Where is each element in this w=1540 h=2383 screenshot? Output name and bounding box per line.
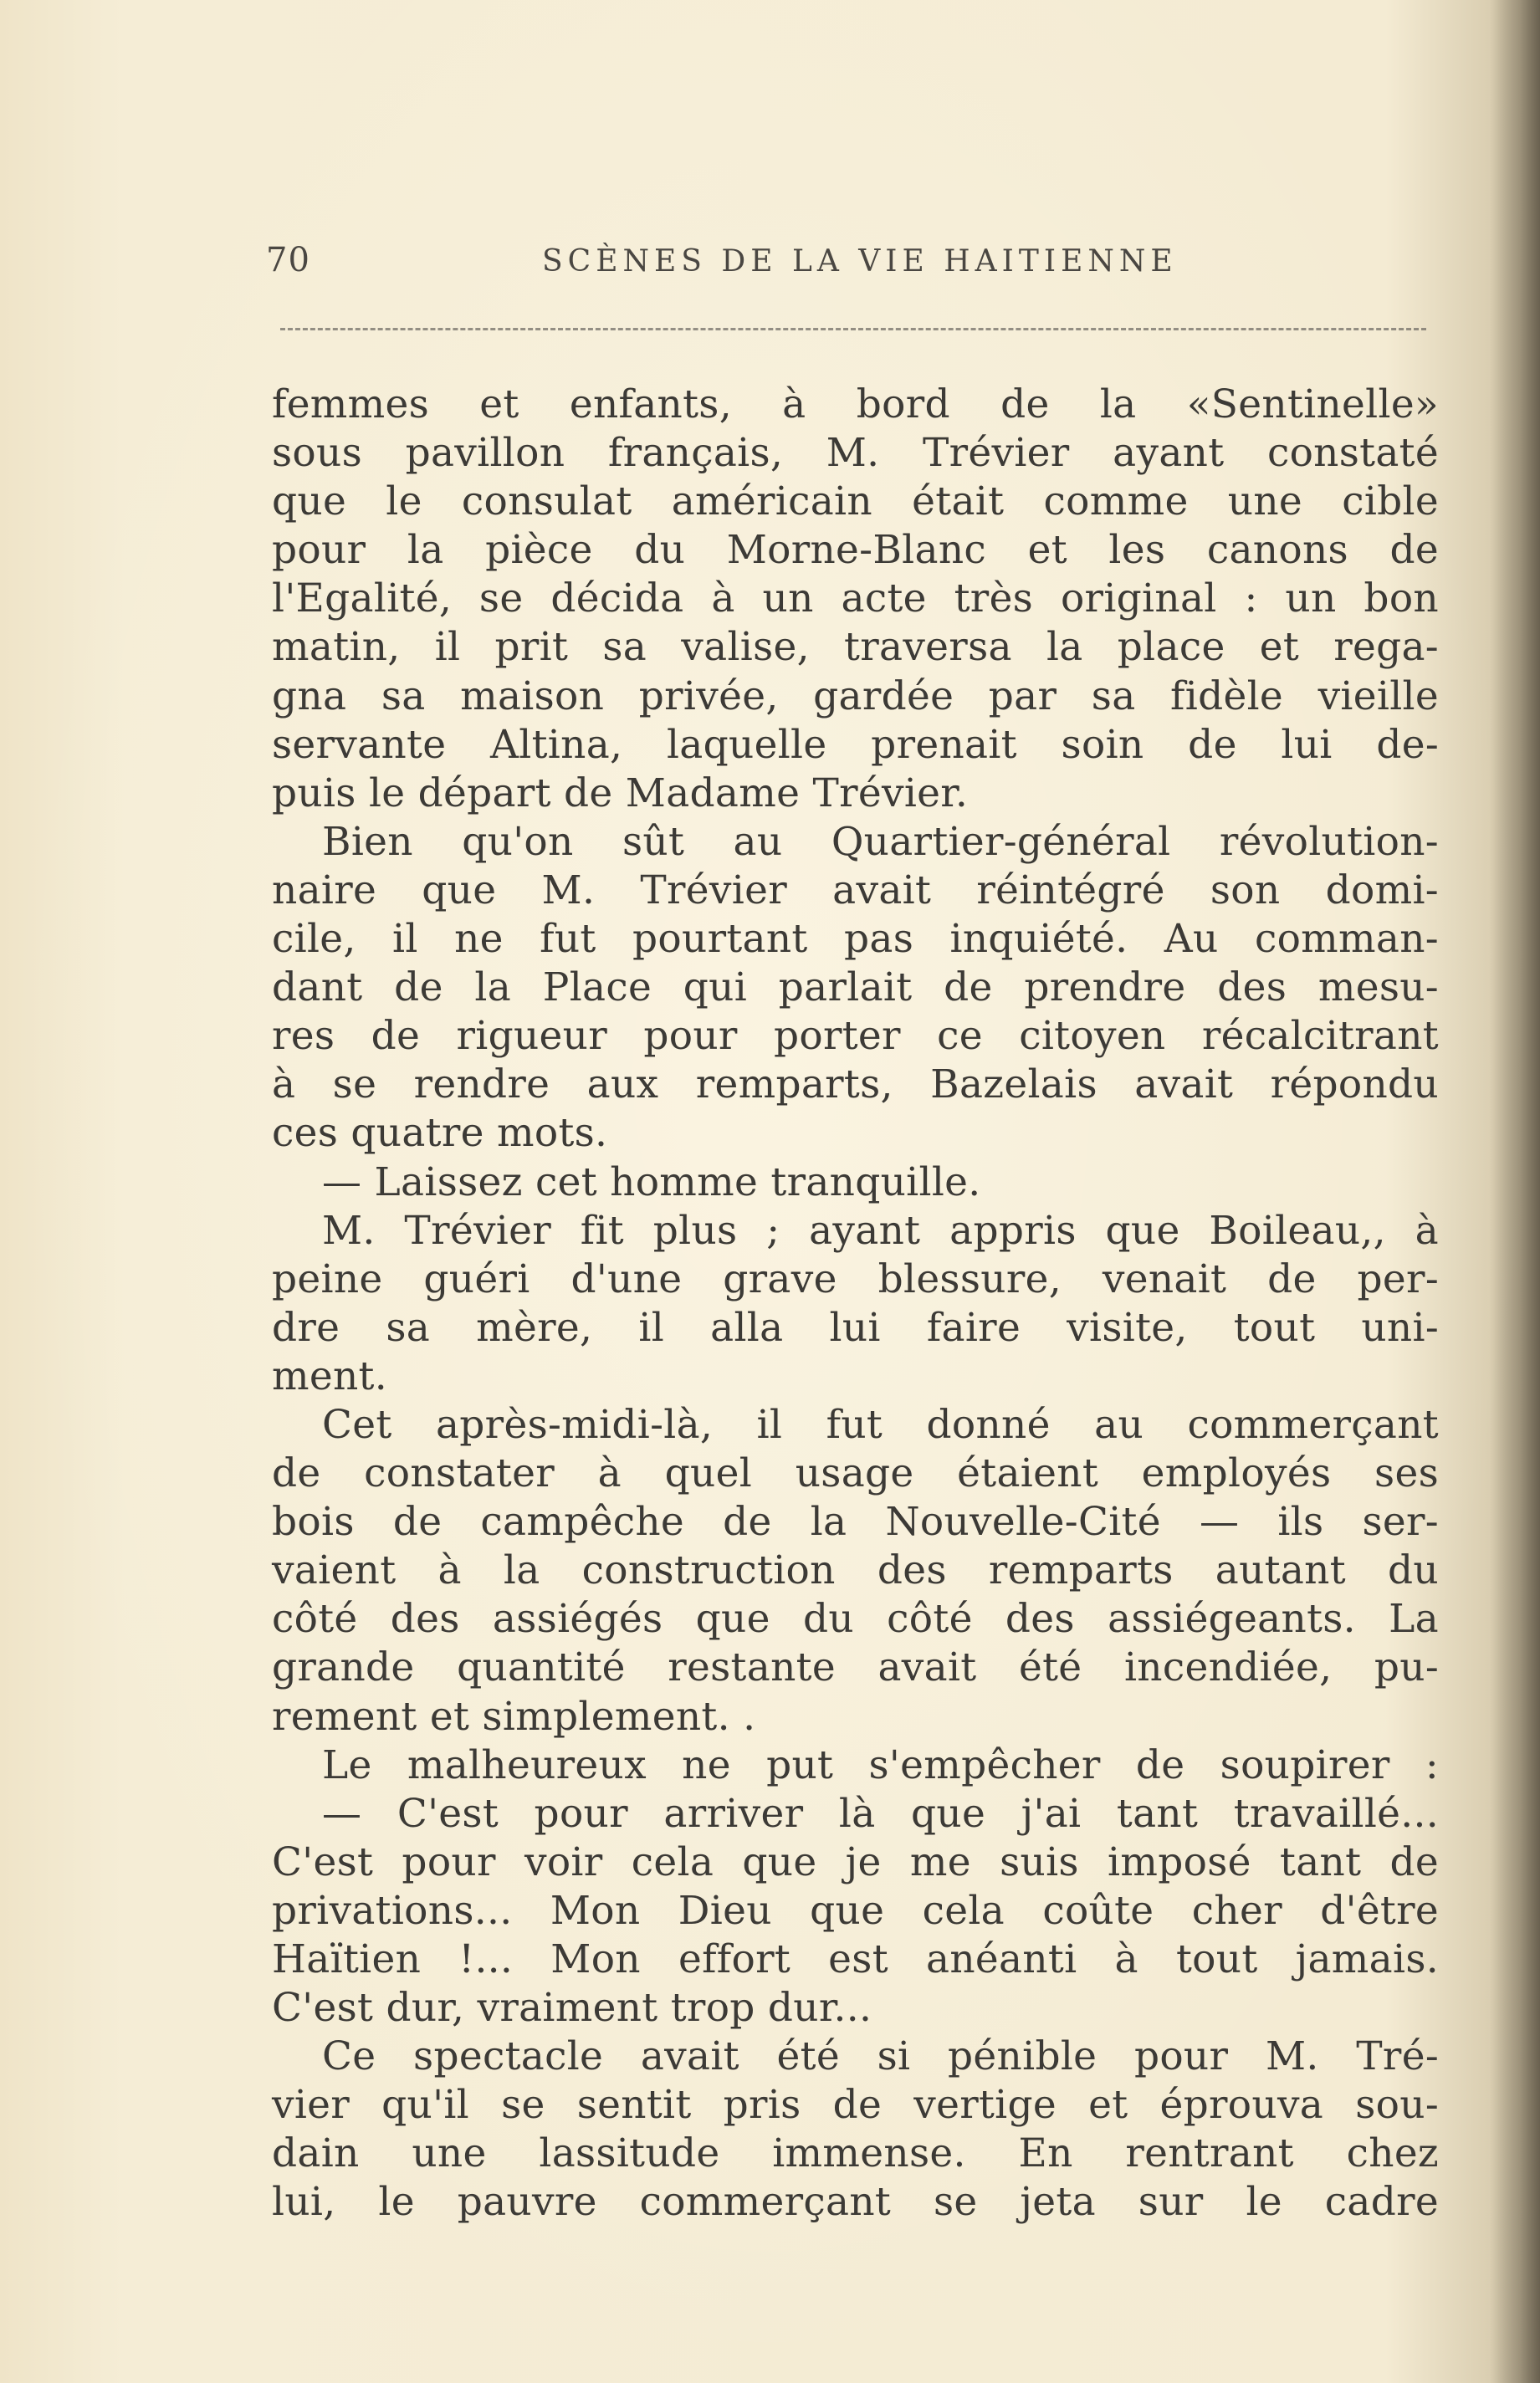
header-rule [280, 328, 1426, 330]
text-line: dain une lassitude immense. En rentrant chez [272, 2130, 1439, 2177]
text-line: sous pavillon français, M. Trévier ayant constaté [272, 430, 1439, 477]
text-line: ment. [272, 1353, 387, 1399]
text-line: privations... Mon Dieu que cela coûte cher d'être [272, 1887, 1439, 1934]
text-line: Ce spectacle avait été si pénible pour M. Tré- [322, 2033, 1439, 2080]
body-text [272, 381, 1439, 2227]
text-line: Bien qu'on sût au Quartier-général révolution- [322, 818, 1439, 865]
text-line: dre sa mère, il alla lui faire visite, tout uni- [272, 1304, 1439, 1351]
text-line: dant de la Place qui parlait de prendre des mesu- [272, 964, 1439, 1011]
text-line: puis le départ de Madame Trévier. [272, 770, 969, 816]
text-line: vaient à la construction des remparts autant du [272, 1547, 1439, 1594]
page-edge-shadow [1490, 0, 1540, 2383]
text-line: de constater à quel usage étaient employés ses [272, 1450, 1439, 1497]
text-line: rement et simplement. . [272, 1693, 756, 1740]
text-line: à se rendre aux remparts, Bazelais avait répondu [272, 1061, 1439, 1108]
text-line: C'est pour voir cela que je me suis imposé tant de [272, 1838, 1439, 1885]
text-line: matin, il prit sa valise, traversa la place et rega- [272, 624, 1439, 671]
text-line: l'Egalité, se décida à un acte très original : un bon [272, 575, 1439, 622]
text-line: M. Trévier fit plus ; ayant appris que Boileau,, à [322, 1207, 1439, 1254]
text-line: naire que M. Trévier avait réintégré son domi- [272, 867, 1439, 913]
page-number: 70 [266, 241, 310, 279]
text-line: servante Altina, laquelle prenait soin de lui de- [272, 721, 1439, 768]
text-line: cile, il ne fut pourtant pas inquiété. Au comman- [272, 916, 1439, 963]
text-line: ces quatre mots. [272, 1110, 608, 1157]
text-line: — C'est pour arriver là que j'ai tant travaillé... [322, 1790, 1439, 1837]
text-line: gna sa maison privée, gardée par sa fidèle vieille [272, 672, 1439, 719]
text-line: bois de campêche de la Nouvelle-Cité — ils ser- [272, 1499, 1439, 1546]
text-line: Le malheureux ne put s'empêcher de soupirer : [322, 1741, 1439, 1788]
text-line: peine guéri d'une grave blessure, venait de per- [272, 1255, 1439, 1302]
text-line: Haïtien !... Mon effort est anéanti à tout jamais. [272, 1936, 1439, 1982]
page-header [266, 241, 1429, 291]
text-line: pour la pièce du Morne-Blanc et les canons de [272, 527, 1439, 574]
text-line: res de rigueur pour porter ce citoyen récalcitrant [272, 1013, 1439, 1060]
text-line: C'est dur, vraiment trop dur... [272, 1985, 872, 2032]
text-line: — Laissez cet homme tranquille. [322, 1158, 981, 1205]
running-title: SCÈNES DE LA VIE HAITIENNE [542, 244, 1178, 279]
text-line: vier qu'il se sentit pris de vertige et éprouva sou- [272, 2082, 1439, 2129]
text-line: côté des assiégés que du côté des assiégeants. La [272, 1596, 1439, 1643]
text-line: Cet après-midi-là, il fut donné au commerçant [322, 1401, 1439, 1448]
text-line: femmes et enfants, à bord de la «Sentinelle» [272, 381, 1439, 427]
text-line: que le consulat américain était comme une cible [272, 478, 1439, 525]
text-line: lui, le pauvre commerçant se jeta sur le cadre [272, 2179, 1439, 2226]
text-line: grande quantité restante avait été incendiée, pu- [272, 1644, 1439, 1691]
